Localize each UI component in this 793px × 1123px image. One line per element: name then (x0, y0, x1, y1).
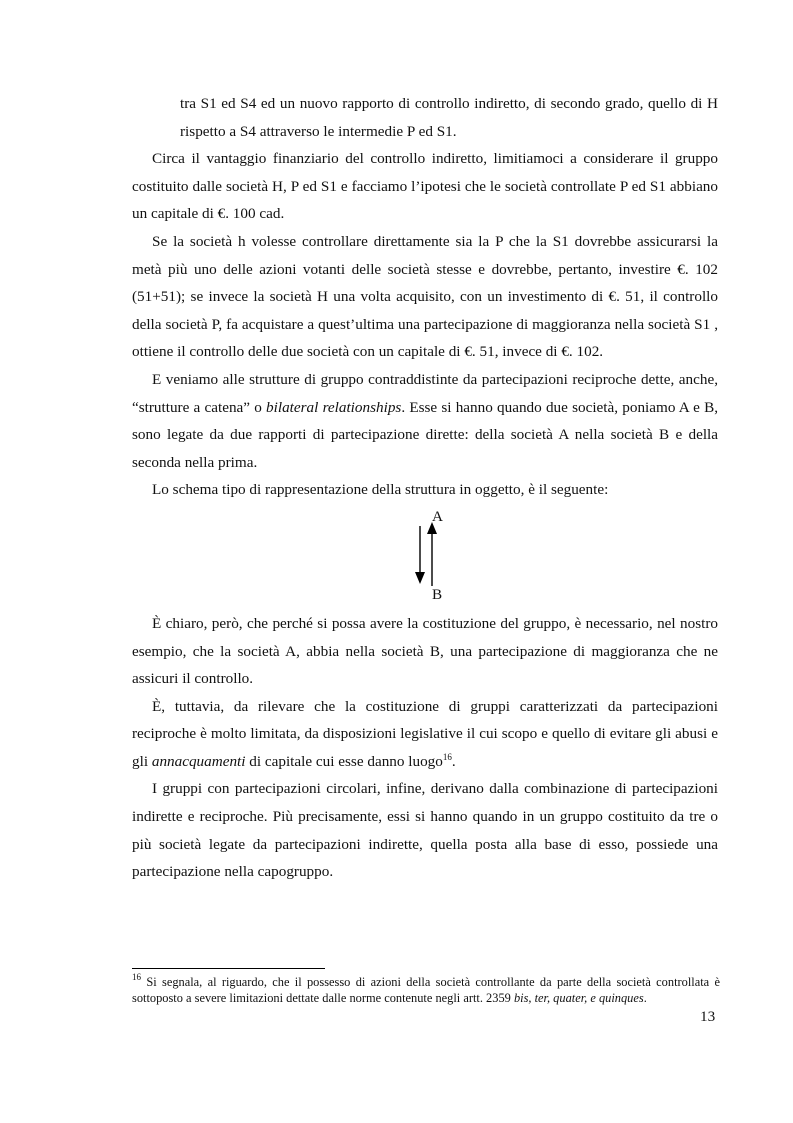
text-run: . Esse si hanno quando due società, poniamo A e B, sono legate da due rapporti di partecipazione dirette: della società A nella società B e della seconda nella prima. (132, 398, 718, 471)
italic-term: bilateral relationships (266, 398, 402, 416)
footnote-end: . (643, 991, 647, 1005)
text-run: di capitale cui esse danno luogo (245, 752, 443, 770)
diagram-label-b: B (432, 585, 443, 603)
footnote-reference[interactable]: 16 (442, 751, 452, 762)
arrow-down-head (415, 572, 425, 584)
paragraph-reciprocal (132, 366, 718, 476)
text-run: E veniamo alle strutture di gruppo contraddistinte da partecipazioni reciproche dette, anche, “strutture a catena” o (132, 370, 718, 416)
paragraph-schema-intro: Lo schema tipo di rappresentazione della struttura in oggetto, è il seguente: (152, 481, 609, 499)
reciprocal-diagram (132, 508, 718, 604)
text-run: . (451, 752, 456, 770)
footnote-text: Si segnala, al riguardo, che il possesso di azioni della società controllante da parte della società controllata è sottoposto a severe limitazioni dettate dalle norme contenute negli artt. 2359 (132, 975, 720, 1005)
paragraph-financial-advantage: Circa il vantaggio finanziario del controllo indiretto, limitiamoci a considerare il gruppo costituito dalle società H, P ed S1 e facciamo l’ipotesi che le società controllate P ed S1 abbiano un capitale di €. 100 cad. (132, 150, 718, 223)
footnote-divider (132, 968, 325, 969)
italic-term: annacquamenti (151, 752, 246, 770)
page-number: 13 (700, 1008, 716, 1025)
footnote-number: 16 (132, 972, 141, 982)
arrows-svg (408, 516, 448, 588)
footnote-italic: bis, ter, quater, e quinques (513, 991, 644, 1005)
paragraph-limitations (132, 693, 718, 776)
paragraph-majority: È chiaro, però, che perché si possa avere la costituzione del gruppo, è necessario, nel nostro esempio, che la società A, abbia nella società B, una partecipazione di maggioranza che ne assicuri il controllo. (132, 614, 718, 688)
text-run: È, tuttavia, da rilevare che la costituzione di gruppi caratterizzati da partecipazioni reciproche è molto limitata, da disposizioni legislative il cui scopo e quello di evitare gli abusi e gli (132, 697, 718, 770)
paragraph-direct-control: Se la società h volesse controllare direttamente sia la P che la S1 dovrebbe assicurarsi la metà più uno delle azioni votanti delle società stesse e dovrebbe, pertanto, investire €. 102 (51+51); se invece la società H una volta acquisito, con un investimento di €. 51, il controllo della società P, fa acquistare a quest’ultima una partecipazione di maggioranza nella società S1 , ottiene il controllo delle due società con un capitale di €. 51, invece di €. 102. (132, 232, 718, 361)
arrow-up-head (427, 522, 437, 534)
document-body (132, 90, 718, 886)
footnote (132, 974, 720, 1006)
paragraph-continuation: tra S1 ed S4 ed un nuovo rapporto di controllo indiretto, di secondo grado, quello di H rispetto a S4 attraverso le intermedie P ed S1. (180, 95, 718, 140)
paragraph-circular: I gruppi con partecipazioni circolari, infine, derivano dalla combinazione di partecipazioni indirette e reciproche. Più precisamente, essi si hanno quando in un gruppo costituito da tre o più società legate da partecipazioni indirette, quella posta alla base di esso, possiede una partecipazione nella capogruppo. (132, 780, 718, 881)
diagram-label-a: A (432, 507, 443, 525)
